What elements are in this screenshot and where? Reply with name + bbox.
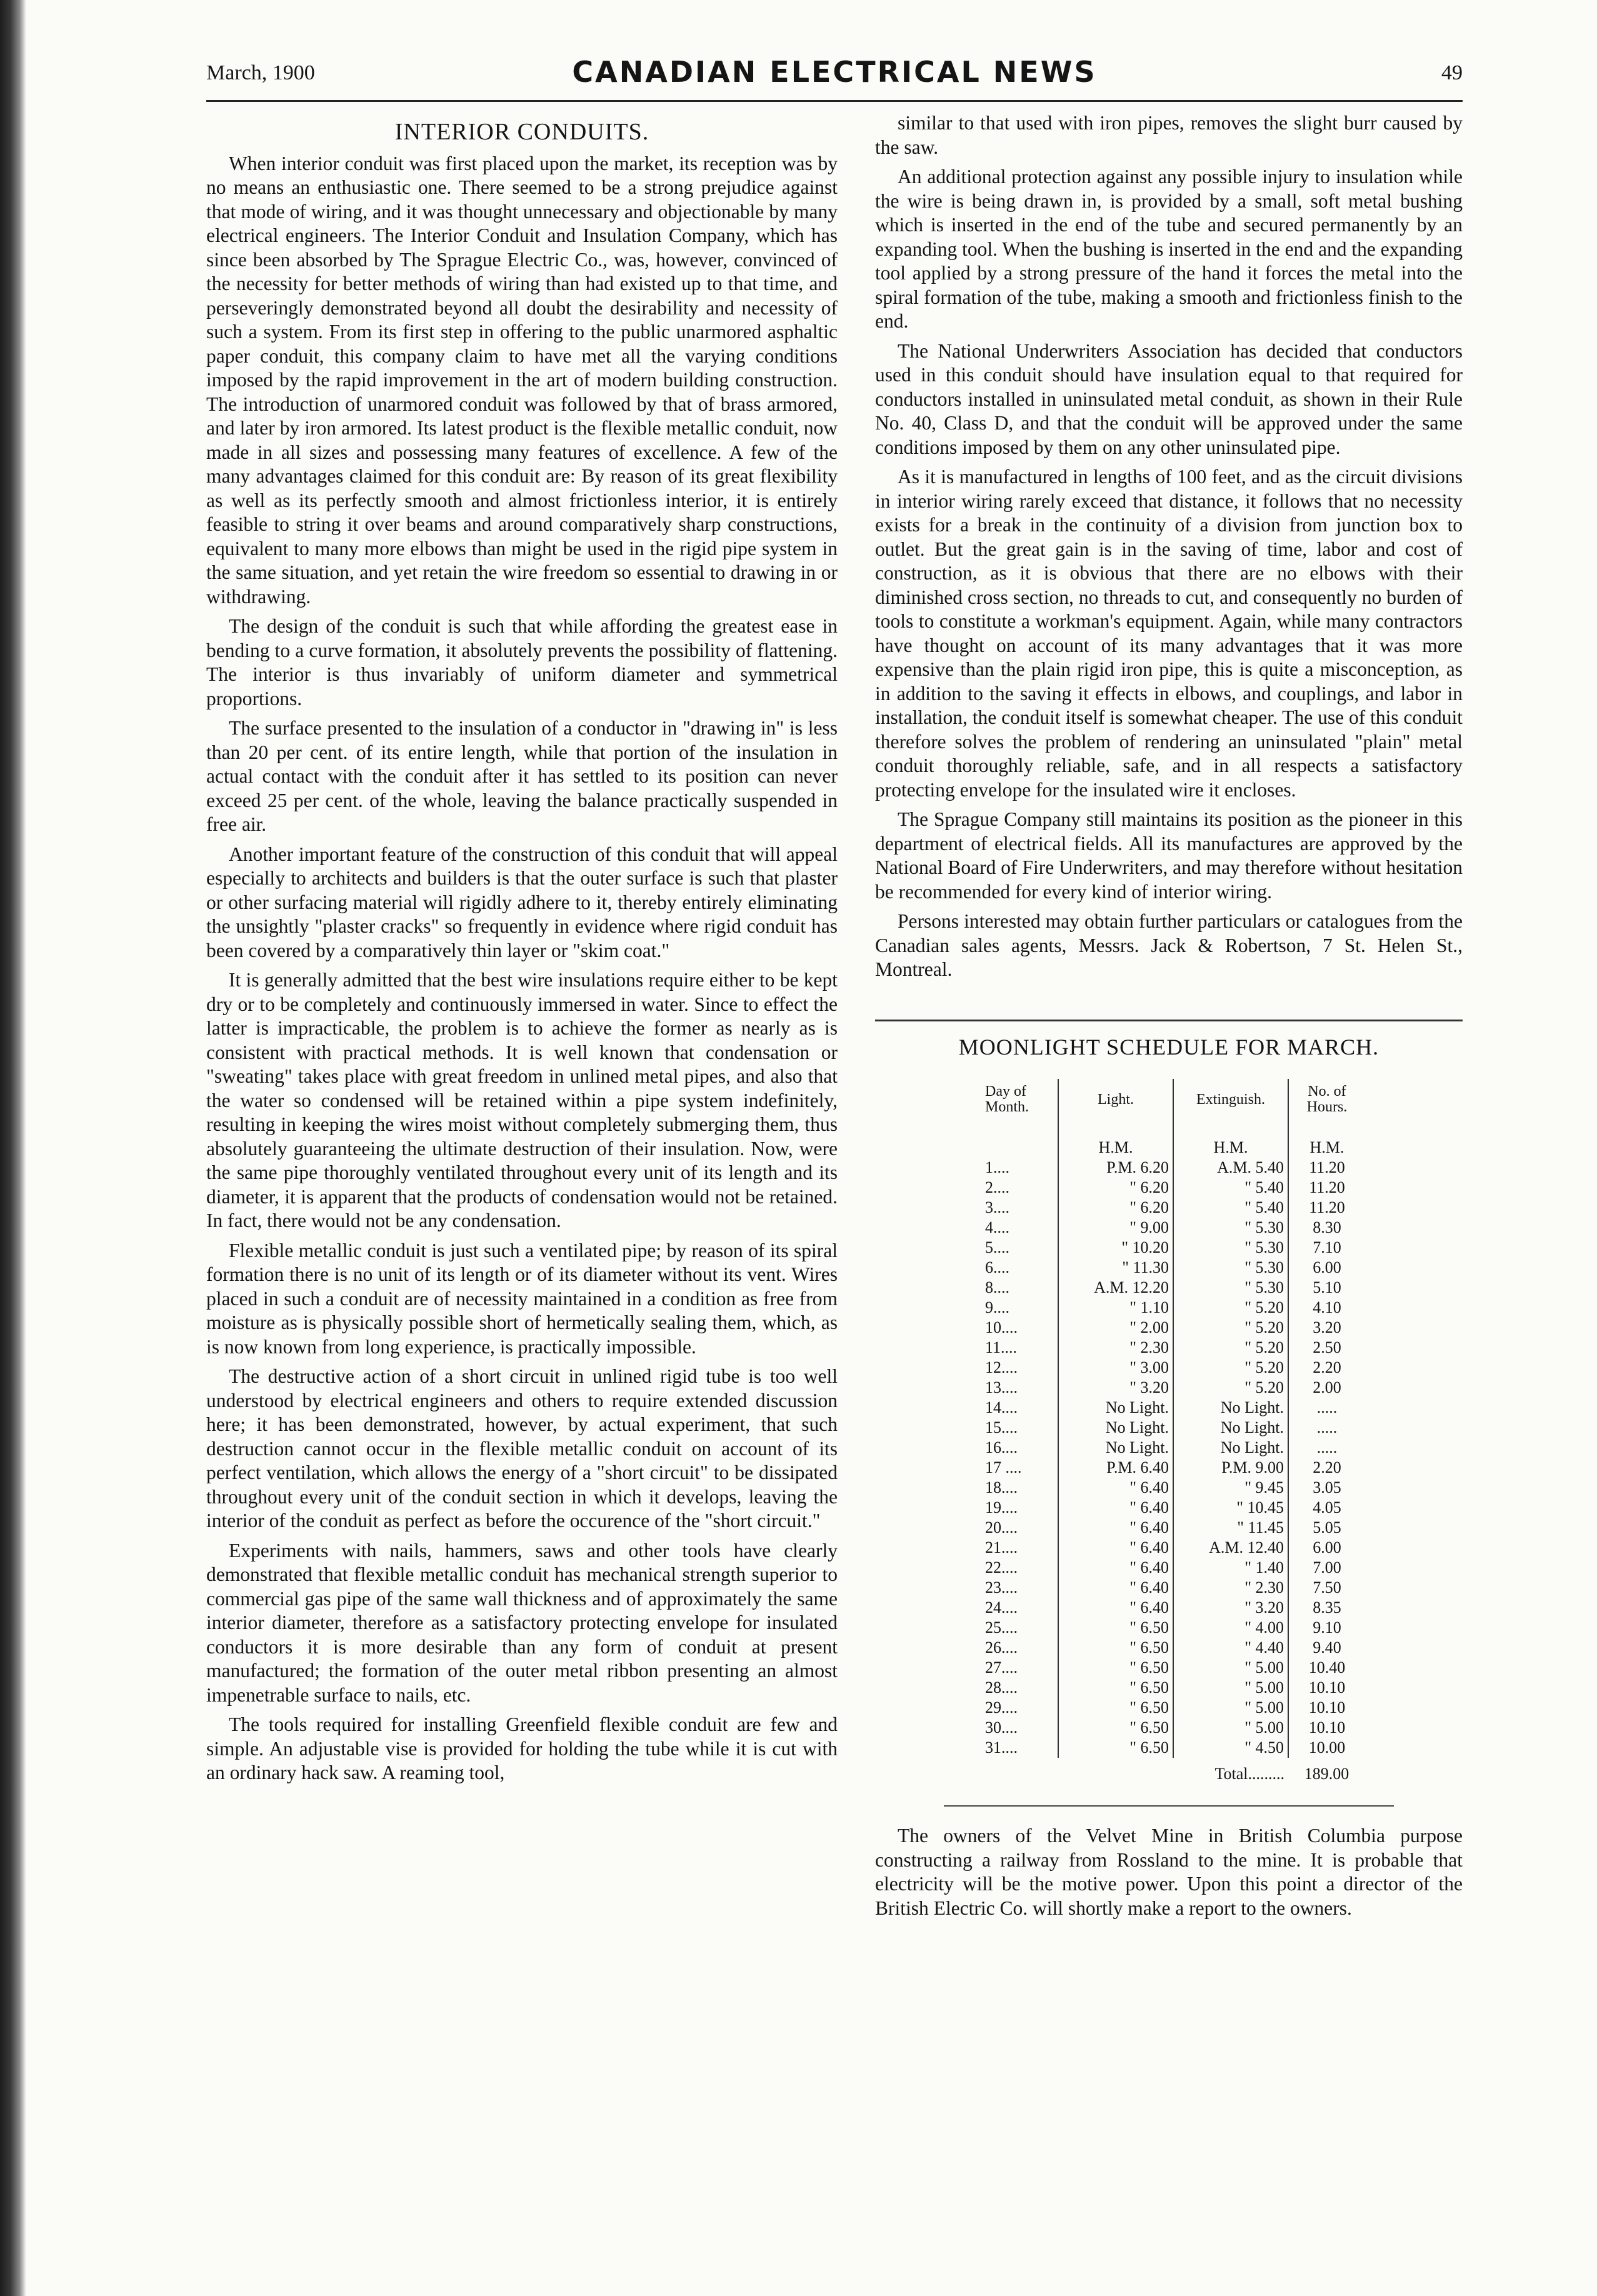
paragraph: Flexible metallic conduit is just such a ventilated pipe; by reason of its spiral formation there is no unit of its length or of its diameter without its vent. Wires placed in such a conduit are of necessity maintained in a condition as free from moisture as is physically possible short of hermetically sealing them, which, as is now known from long experience, is practically impossible.	[206, 1239, 838, 1358]
col-header-day: Day of Month.	[981, 1079, 1058, 1134]
light-cell: " 3.00	[1058, 1358, 1173, 1378]
paragraph: Experiments with nails, hammers, saws and other tools have clearly demonstrated that flexible metallic conduit has mechanical strength superior to commercial gas pipe of the same wall thickness and of approximately the same interior diameter, therefore as a satisfactory protecting envelope for insulated conductors it is more desirable than any form of conduit at present manufactured; the formation of the outer metal ribbon presenting an almost impenetrable surface to nails, etc.	[206, 1539, 838, 1706]
light-cell: " 6.40	[1058, 1558, 1173, 1578]
hours-cell: .....	[1316, 1438, 1338, 1456]
hours-cell: 11.20	[1309, 1158, 1345, 1176]
hours-cell: 9.10	[1313, 1618, 1341, 1637]
paragraph: The National Underwriters Association has decided that conductors used in this conduit should have insulation equal to that required for conductors installed in uninsulated metal conduit, as shown in their Rule No. 40, Class D, and that the conduit will be approved under the same conditions imposed by them on any other uninsulated pipe.	[875, 339, 1463, 458]
news-note: The owners of the Velvet Mine in British Columbia purpose constructing a railway from Rossland to the mine. It is probable that electricity will be the motive power. Upon this point a director of the British Electric Co. will shortly make a report to the owners.	[875, 1825, 1463, 1919]
schedule-row	[981, 1198, 1365, 1218]
day-cell: 28....	[981, 1678, 1058, 1698]
day-cell: 1....	[981, 1158, 1058, 1178]
page-header	[206, 55, 1463, 99]
hours-cell: 7.00	[1313, 1558, 1341, 1577]
schedule-row	[981, 1458, 1365, 1478]
schedule-row	[981, 1678, 1365, 1698]
day-cell: 20....	[981, 1518, 1058, 1538]
hours-cell: 7.10	[1313, 1238, 1341, 1256]
day-cell: 25....	[981, 1618, 1058, 1638]
light-cell: " 6.50	[1058, 1718, 1173, 1738]
extinguish-cell: No Light.	[1173, 1438, 1288, 1458]
light-cell: " 6.50	[1058, 1698, 1173, 1718]
masthead: CANADIAN ELECTRICAL NEWS	[572, 55, 1097, 89]
schedule-row	[981, 1658, 1365, 1678]
day-cell: 5....	[981, 1238, 1058, 1258]
unit-light: H.M.	[1058, 1134, 1173, 1158]
extinguish-cell: A.M. 12.40	[1173, 1538, 1288, 1558]
day-cell: 29....	[981, 1698, 1058, 1718]
schedule-row	[981, 1378, 1365, 1398]
article-title: INTERIOR CONDUITS.	[394, 119, 649, 145]
extinguish-cell: " 5.00	[1173, 1718, 1288, 1738]
paragraph: similar to that used with iron pipes, removes the slight burr caused by the saw.	[875, 112, 1463, 158]
hours-cell: 2.20	[1313, 1458, 1341, 1476]
day-cell: 17 ....	[981, 1458, 1058, 1478]
schedule-row	[981, 1318, 1365, 1338]
hours-cell: 10.10	[1308, 1718, 1346, 1737]
light-cell: " 6.20	[1058, 1178, 1173, 1198]
schedule-row	[981, 1558, 1365, 1578]
schedule-row	[981, 1538, 1365, 1558]
extinguish-cell: " 11.45	[1173, 1518, 1288, 1538]
paragraph: The design of the conduit is such that while affording the greatest ease in bending to a curve formation, it absolutely prevents the possibility of flattening. The interior is thus invariably of uniform diameter and symmetrical proportions.	[206, 615, 838, 709]
total-row	[981, 1758, 1365, 1784]
extinguish-cell: " 4.00	[1173, 1618, 1288, 1638]
day-cell: 23....	[981, 1578, 1058, 1598]
paragraph: The destructive action of a short circuit in unlined rigid tube is too well understood by electrical engineers and others to require extended discussion here; it has been demonstrated, however, by actual experiment, that such destruction cannot occur in the flexible metallic conduit on account of its perfect ventilation, which allows the energy of a "short circuit" to be dissipated throughout every unit of the conduit section in which it develops, leaving the interior of the conduit as perfect as before the occurence of the "short circuit."	[206, 1365, 838, 1532]
extinguish-cell: " 2.30	[1173, 1578, 1288, 1598]
right-column	[875, 111, 1463, 1926]
hours-cell: 4.10	[1313, 1298, 1341, 1316]
schedule-row	[981, 1478, 1365, 1498]
schedule-row	[981, 1738, 1365, 1758]
schedule-row	[981, 1158, 1365, 1178]
hours-cell: 6.00	[1313, 1258, 1341, 1276]
extinguish-cell: " 5.00	[1173, 1678, 1288, 1698]
day-cell: 12....	[981, 1358, 1058, 1378]
paragraph: The tools required for installing Greenfield flexible conduit are few and simple. An adjustable vise is provided for holding the tube while it is cut with an ordinary hack saw. A reaming tool,	[206, 1713, 838, 1783]
moonlight-schedule-table	[981, 1079, 1365, 1784]
day-cell: 18....	[981, 1478, 1058, 1498]
extinguish-cell: " 5.30	[1173, 1258, 1288, 1278]
light-cell: A.M. 12.20	[1058, 1278, 1173, 1298]
light-cell: " 1.10	[1058, 1298, 1173, 1318]
schedule-body	[981, 1134, 1365, 1758]
total-label: Total.........	[1214, 1765, 1284, 1783]
light-cell: P.M. 6.20	[1058, 1158, 1173, 1178]
hours-cell: 2.50	[1313, 1338, 1341, 1356]
unit-hours: H.M.	[1309, 1138, 1344, 1156]
col-header-hours: No. of Hours.	[1306, 1083, 1348, 1115]
extinguish-cell: " 5.20	[1173, 1378, 1288, 1398]
extinguish-cell: " 5.30	[1173, 1218, 1288, 1238]
schedule-row	[981, 1718, 1365, 1738]
day-cell: 16....	[981, 1438, 1058, 1458]
col-header-light: Light.	[1058, 1079, 1173, 1134]
schedule-row	[981, 1618, 1365, 1638]
hours-cell: 5.10	[1313, 1278, 1341, 1296]
light-cell: " 9.00	[1058, 1218, 1173, 1238]
schedule-row	[981, 1598, 1365, 1618]
light-cell: " 6.40	[1058, 1598, 1173, 1618]
unit-row	[981, 1134, 1365, 1158]
schedule-row	[981, 1218, 1365, 1238]
day-cell: 24....	[981, 1598, 1058, 1618]
schedule-row	[981, 1518, 1365, 1538]
day-cell: 26....	[981, 1638, 1058, 1658]
day-cell: 3....	[981, 1198, 1058, 1218]
day-cell: 13....	[981, 1378, 1058, 1398]
hours-cell: .....	[1316, 1398, 1338, 1416]
light-cell: " 11.30	[1058, 1258, 1173, 1278]
hours-cell: 8.30	[1313, 1218, 1341, 1236]
schedule-row	[981, 1278, 1365, 1298]
paragraph: Another important feature of the construction of this conduit that will appeal especially to architects and builders is that the outer surface is such that plaster or other surfacing material will rigidly adhere to it, thereby entirely eliminating the unsightly "plaster cracks" so frequently in evidence where rigid conduit has been covered by a comparatively thin layer or "skim coat."	[206, 843, 838, 961]
extinguish-cell: " 5.30	[1173, 1238, 1288, 1258]
schedule-title: MOONLIGHT SCHEDULE FOR MARCH.	[958, 1034, 1379, 1060]
schedule-row	[981, 1298, 1365, 1318]
extinguish-cell: " 5.00	[1173, 1698, 1288, 1718]
unit-extinguish: H.M.	[1173, 1134, 1288, 1158]
hours-cell: 9.40	[1313, 1638, 1341, 1657]
left-column	[206, 111, 838, 1791]
light-cell: " 6.40	[1058, 1498, 1173, 1518]
light-cell: " 6.50	[1058, 1618, 1173, 1638]
light-cell: No Light.	[1058, 1438, 1173, 1458]
section-divider	[875, 1020, 1463, 1021]
day-cell: 6....	[981, 1258, 1058, 1278]
paragraph: It is generally admitted that the best wire insulations require either to be kept dry or to be completely and continuously immersed in water. Since to effect the latter is impracticable, the problem is to achieve the former as nearly as is consistent with practical methods. It is well known that condensation or "sweating" takes place with great freedom in unlined metal pipes, and also that the water so condensed will be retained within a pipe system indefinitely, resulting in keeping the wires moist without completely submerging them, thus absolutely guaranteeing the ultimate destruction of their insulation. Now, were the same pipe thoroughly ventilated throughout every unit of its length and its diameter, it is apparent that the products of condensation would not be retained. In fact, there would not be any condensation.	[206, 969, 838, 1231]
day-cell: 15....	[981, 1418, 1058, 1438]
page-number: 49	[1441, 61, 1463, 84]
light-cell: " 10.20	[1058, 1238, 1173, 1258]
day-cell: 30....	[981, 1718, 1058, 1738]
light-cell: " 2.30	[1058, 1338, 1173, 1358]
hours-cell: .....	[1316, 1418, 1338, 1436]
binding-edge	[0, 0, 26, 2296]
day-cell: 19....	[981, 1498, 1058, 1518]
light-cell: " 6.50	[1058, 1678, 1173, 1698]
light-cell: P.M. 6.40	[1058, 1458, 1173, 1478]
light-cell: No Light.	[1058, 1418, 1173, 1438]
hours-cell: 2.20	[1313, 1358, 1341, 1376]
total-value: 189.00	[1304, 1765, 1349, 1783]
schedule-row	[981, 1698, 1365, 1718]
schedule-row	[981, 1638, 1365, 1658]
extinguish-cell: " 5.30	[1173, 1278, 1288, 1298]
hours-cell: 10.10	[1308, 1678, 1346, 1697]
light-cell: " 6.40	[1058, 1538, 1173, 1558]
schedule-row	[981, 1178, 1365, 1198]
extinguish-cell: " 4.40	[1173, 1638, 1288, 1658]
day-cell: 4....	[981, 1218, 1058, 1238]
light-cell: " 6.50	[1058, 1658, 1173, 1678]
schedule-row	[981, 1418, 1365, 1438]
extinguish-cell: " 5.20	[1173, 1338, 1288, 1358]
schedule-row	[981, 1578, 1365, 1598]
day-cell: 10....	[981, 1318, 1058, 1338]
extinguish-cell: " 3.20	[1173, 1598, 1288, 1618]
light-cell: " 6.40	[1058, 1518, 1173, 1538]
hours-cell: 10.00	[1308, 1738, 1346, 1757]
header-rule	[206, 100, 1463, 102]
light-cell: " 6.50	[1058, 1738, 1173, 1758]
extinguish-cell: A.M. 5.40	[1173, 1158, 1288, 1178]
section-divider-short	[944, 1805, 1394, 1807]
light-cell: " 6.40	[1058, 1578, 1173, 1598]
hours-cell: 10.40	[1308, 1658, 1346, 1677]
light-cell: " 6.50	[1058, 1638, 1173, 1658]
light-cell: " 6.20	[1058, 1198, 1173, 1218]
hours-cell: 5.05	[1313, 1518, 1341, 1537]
light-cell: " 2.00	[1058, 1318, 1173, 1338]
extinguish-cell: No Light.	[1173, 1418, 1288, 1438]
col-header-extinguish: Extinguish.	[1173, 1079, 1288, 1134]
schedule-row	[981, 1498, 1365, 1518]
extinguish-cell: " 10.45	[1173, 1498, 1288, 1518]
extinguish-cell: " 5.40	[1173, 1178, 1288, 1198]
extinguish-cell: No Light.	[1173, 1398, 1288, 1418]
hours-cell: 3.20	[1313, 1318, 1341, 1336]
day-cell: 9....	[981, 1298, 1058, 1318]
day-cell: 11....	[981, 1338, 1058, 1358]
hours-cell: 3.05	[1313, 1478, 1341, 1496]
hours-cell: 11.20	[1309, 1178, 1345, 1196]
schedule-row	[981, 1358, 1365, 1378]
day-cell: 14....	[981, 1398, 1058, 1418]
hours-cell: 7.50	[1313, 1578, 1341, 1597]
day-cell: 8....	[981, 1278, 1058, 1298]
day-cell: 22....	[981, 1558, 1058, 1578]
paragraph: As it is manufactured in lengths of 100 feet, and as the circuit divisions in interior wiring rarely exceed that distance, it follows that no necessity exists for a break in the continuity of a division from junction box to outlet. But the great gain is in the saving of time, labor and cost of construction, as it is obvious that there are no elbows with their diminished cross section, no threads to cut, and consequently no burden of tools to constitute a workman's equipment. Again, while many contractors have thought on account of its many advantages that it was more expensive than the plain rigid iron pipe, this is quite a misconception, as in addition to the saving it effects in elbows, and couplings, and labor in installation, the conduit itself is somewhat cheaper. The use of this conduit therefore solves the problem of rendering an uninsulated "plain" metal conduit thoroughly reliable, safe, and in all respects a satisfactory protecting envelope for the insulated wire it encloses.	[875, 466, 1463, 801]
schedule-row	[981, 1398, 1365, 1418]
hours-cell: 6.00	[1313, 1538, 1341, 1557]
hours-cell: 8.35	[1313, 1598, 1341, 1617]
light-cell: " 6.40	[1058, 1478, 1173, 1498]
paragraph: The surface presented to the insulation of a conductor in "drawing in" is less than 20 per cent. of its entire length, while that portion of the insulation in actual contact with the conduit after it has settled to its position can never exceed 25 per cent. of the whole, leaving the balance practically suspended in free air.	[206, 717, 838, 835]
day-cell: 21....	[981, 1538, 1058, 1558]
extinguish-cell: " 5.00	[1173, 1658, 1288, 1678]
light-cell: " 3.20	[1058, 1378, 1173, 1398]
paragraph: When interior conduit was first placed upon the market, its reception was by no means an enthusiastic one. There seemed to be a strong prejudice against that mode of wiring, and it was thought unnecessary and objectionable by many electrical engineers. The Interior Conduit and Insulation Company, which has since been absorbed by The Sprague Electric Co., was, however, convinced of the necessity for better methods of wiring than had existed up to that time, and perseveringly demonstrated beyond all doubt the desirability and necessity of such a system. From its first step in offering to the public unarmored asphaltic paper conduit, this company claim to have met all the varying conditions imposed by the rapid improvement in the art of modern building construction. The introduction of unarmored conduit was followed by that of brass armored, and later by iron armored. Its latest product is the flexible metallic conduit, now made in all sizes and possessing many features of excellence. A few of the many advantages claimed for this conduit are: By reason of its great flexibility as well as its perfectly smooth and almost frictionless interior, it is entirely feasible to string it over beams and around comparatively sharp constructions, equivalent to many more elbows than might be used in the rigid pipe system in the same situation, and yet retain the wire freedom so essential to drawing in or withdrawing.	[206, 152, 838, 608]
extinguish-cell: " 5.20	[1173, 1298, 1288, 1318]
hours-cell: 11.20	[1309, 1198, 1345, 1216]
extinguish-cell: " 5.40	[1173, 1198, 1288, 1218]
extinguish-cell: P.M. 9.00	[1173, 1458, 1288, 1478]
schedule-row	[981, 1258, 1365, 1278]
extinguish-cell: " 1.40	[1173, 1558, 1288, 1578]
hours-cell: 4.05	[1313, 1498, 1341, 1516]
issue-date: March, 1900	[206, 61, 315, 84]
schedule-row	[981, 1338, 1365, 1358]
paragraph: The Sprague Company still maintains its position as the pioneer in this department of electrical fields. All its manufactures are approved by the National Board of Fire Underwriters, and may therefore without hesitation be recommended for every kind of interior wiring.	[875, 808, 1463, 903]
paragraph: An additional protection against any possible injury to insulation while the wire is being drawn in, is provided by a small, soft metal bushing which is inserted in the end of the tube and secured permanently by an expanding tool. When the bushing is inserted in the end and the expanding tool applied by a strong pressure of the hand it forces the metal into the spiral formation of the tube, making a smooth and frictionless finish to the end.	[875, 166, 1463, 332]
day-cell: 31....	[981, 1738, 1058, 1758]
paragraph: Persons interested may obtain further particulars or catalogues from the Canadian sales agents, Messrs. Jack & Robertson, 7 St. Helen St., Montreal.	[875, 910, 1463, 980]
hours-cell: 2.00	[1313, 1378, 1341, 1396]
extinguish-cell: " 9.45	[1173, 1478, 1288, 1498]
extinguish-cell: " 4.50	[1173, 1738, 1288, 1758]
schedule-row	[981, 1238, 1365, 1258]
extinguish-cell: " 5.20	[1173, 1318, 1288, 1338]
hours-cell: 10.10	[1308, 1698, 1346, 1717]
extinguish-cell: " 5.20	[1173, 1358, 1288, 1378]
light-cell: No Light.	[1058, 1398, 1173, 1418]
schedule-row	[981, 1438, 1365, 1458]
day-cell: 27....	[981, 1658, 1058, 1678]
day-cell: 2....	[981, 1178, 1058, 1198]
